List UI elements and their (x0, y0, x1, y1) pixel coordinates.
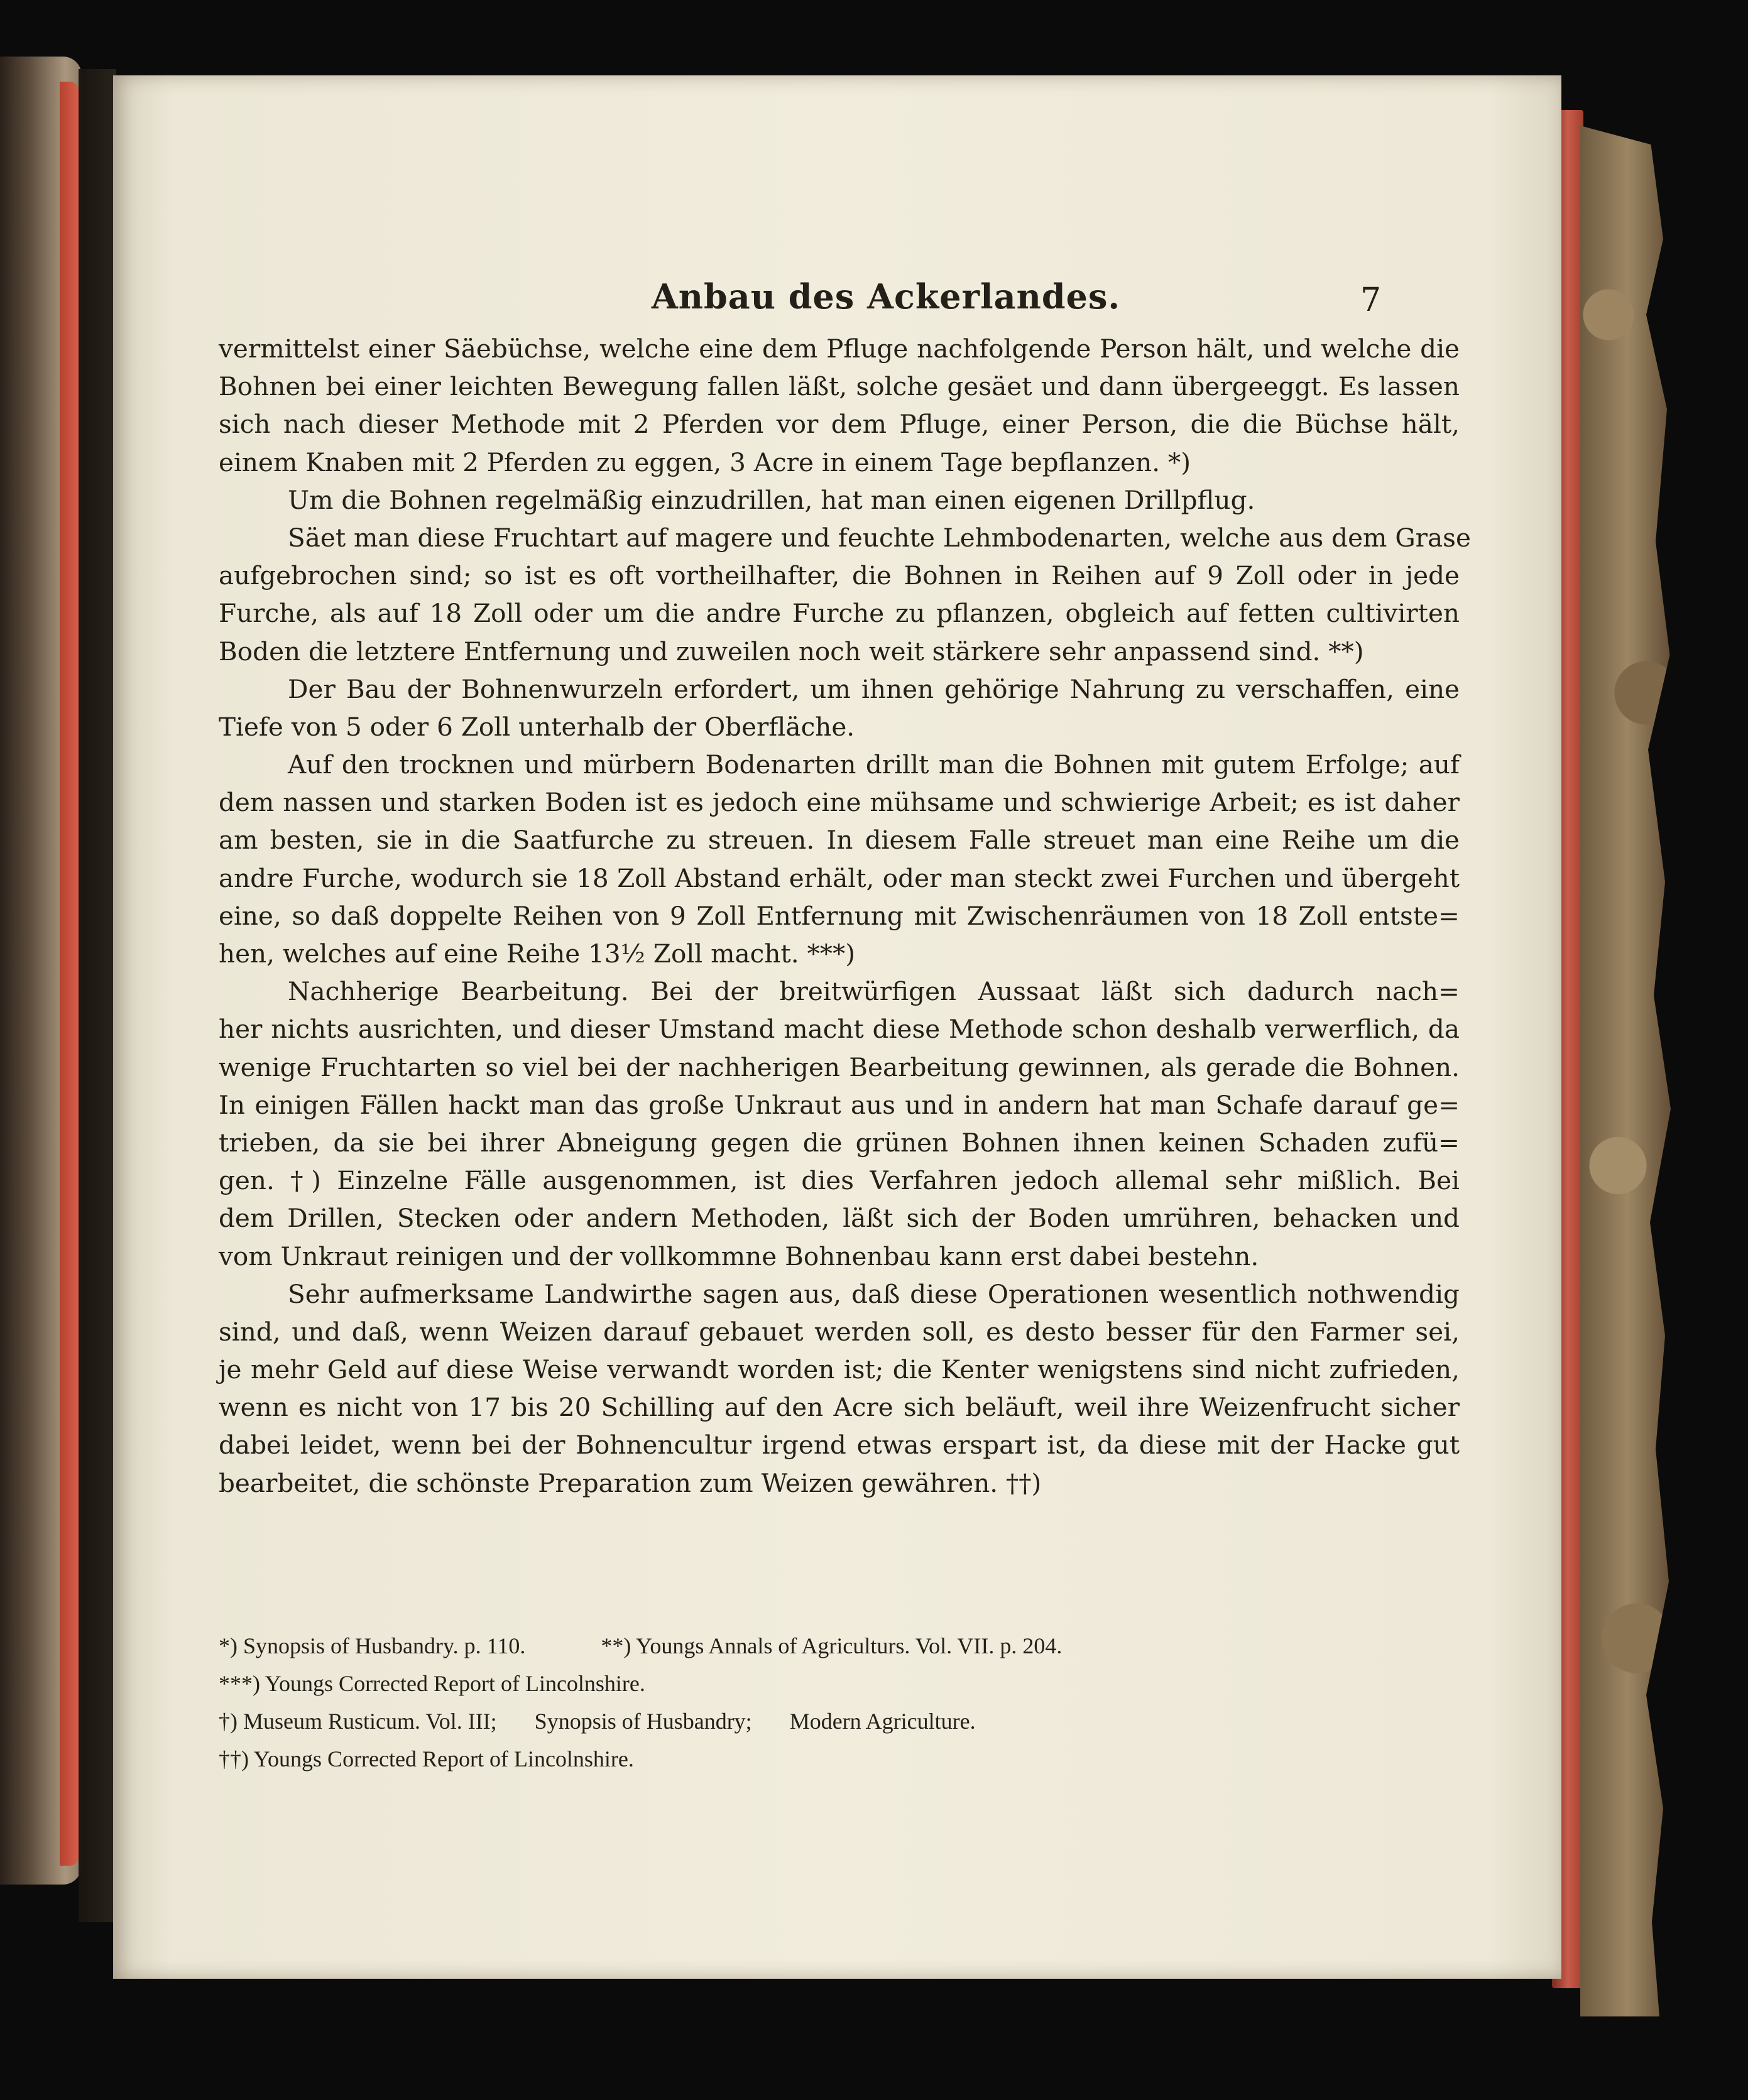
text-line: trieben, da sie bei ihrer Abneigung gegen die grünen Bohnen ihnen keinen Schaden zufü= (219, 1127, 1460, 1158)
text-line: andre Furche, wodurch sie 18 Zoll Abstand erhält, oder man steckt zwei Furchen und übergeht (219, 862, 1460, 893)
text-line: Furche, als auf 18 Zoll oder um die andre Furche zu pflanzen, obgleich auf fetten cultivirten (219, 598, 1460, 629)
footnote-row (219, 1627, 1460, 1665)
book-page (113, 75, 1561, 1979)
text-line: wenige Fruchtarten so viel bei der nachherigen Bearbeitung gewinnen, als gerade die Bohnen. (219, 1052, 1460, 1082)
footnotes (219, 1627, 1460, 1778)
footnote: ††) Youngs Corrected Report of Lincolnshire. (219, 1746, 634, 1771)
footnote: †) Museum Rusticum. Vol. III; (219, 1709, 497, 1734)
text-line: dabei leidet, wenn bei der Bohnencultur irgend etwas erspart ist, da diese mit der Hacke gut (219, 1430, 1460, 1461)
left-cover-edge (60, 82, 79, 1866)
frayed-cover-paper (1580, 126, 1674, 2016)
footnote-row (219, 1702, 1460, 1740)
text-line: Der Bau der Bohnenwurzeln erfordert, um ihnen gehörige Nahrung zu verschaffen, eine (288, 673, 1460, 704)
text-line: Tiefe von 5 oder 6 Zoll unterhalb der Oberfläche. (219, 711, 855, 742)
text-line: wenn es nicht von 17 bis 20 Schilling auf den Acre sich beläuft, weil ihre Weizenfrucht sicher (219, 1392, 1460, 1423)
footnote: **) Youngs Annals of Agriculturs. Vol. VII. p. 204. (601, 1633, 1062, 1658)
page-header (113, 270, 1561, 327)
text-line: Auf den trocknen und mürbern Bodenarten drillt man die Bohnen mit gutem Erfolge; auf (288, 749, 1460, 780)
text-line: sich nach dieser Methode mit 2 Pferden vor dem Pfluge, einer Person, die die Büchse hält, (219, 409, 1460, 440)
section-heading-line: Nachherige Bearbeitung. Bei der breitwürfigen Aussaat läßt sich dadurch nach= (288, 976, 1460, 1007)
text-line: sind, und daß, wenn Weizen darauf gebauet werden soll, es desto besser für den Farmer sei, (219, 1316, 1460, 1347)
text-line: Sehr aufmerksame Landwirthe sagen aus, daß diese Operationen wesentlich nothwendig (288, 1278, 1460, 1309)
text-line: aufgebrochen sind; so ist es oft vortheilhafter, die Bohnen in Reihen auf 9 Zoll oder in jede (219, 560, 1460, 591)
text-line: vom Unkraut reinigen und der vollkommne Bohnenbau kann erst dabei bestehn. (219, 1241, 1259, 1271)
body-text (219, 330, 1471, 1502)
text-line: vermittelst einer Säebüchse, welche eine dem Pfluge nachfolgende Person hält, und welche die (219, 334, 1460, 364)
text-line: bearbeitet, die schönste Preparation zum Weizen gewähren. ††) (219, 1467, 1042, 1498)
page-number: 7 (1360, 281, 1382, 319)
text-line: Säet man diese Fruchtart auf magere und feuchte Lehmbodenarten, welche aus dem Grase (288, 522, 1471, 553)
text-line: Um die Bohnen regelmäßig einzudrillen, hat man einen eigenen Drillpflug. (288, 484, 1255, 515)
footnote: *) Synopsis of Husbandry. p. 110. (219, 1633, 526, 1658)
footnote: Modern Agriculture. (789, 1709, 976, 1734)
text-line: In einigen Fällen hackt man das große Unkraut aus und in andern hat man Schafe darauf ge= (219, 1089, 1460, 1120)
footnote-row (219, 1665, 1460, 1702)
text-line: dem nassen und starken Boden ist es jedoch eine mühsame und schwierige Arbeit; es ist daher (219, 787, 1460, 818)
footnote: ***) Youngs Corrected Report of Lincolnshire. (219, 1671, 645, 1696)
text-line: Boden die letztere Entfernung und zuweilen noch weit stärkere sehr anpassend sind. **) (219, 636, 1364, 666)
footnote-row (219, 1740, 1460, 1778)
text-line: dem Drillen, Stecken oder andern Methoden, läßt sich der Boden umrühren, behacken und (219, 1203, 1460, 1234)
text-line: am besten, sie in die Saatfurche zu streuen. In diesem Falle streuet man eine Reihe um die (219, 825, 1460, 856)
text-line: eine, so daß doppelte Reihen von 9 Zoll Entfernung mit Zwischenräumen von 18 Zoll entste= (219, 900, 1460, 931)
text-line: je mehr Geld auf diese Weise verwandt worden ist; die Kenter wenigstens sind nicht zufrieden, (219, 1354, 1460, 1385)
book-gutter (79, 69, 116, 1922)
text-line: Bohnen bei einer leichten Bewegung fallen läßt, solche gesäet und dann übergeeggt. Es lassen (219, 371, 1460, 402)
text-line: einem Knaben mit 2 Pferden zu eggen, 3 Acre in einem Tage bepflanzen. *) (219, 447, 1191, 477)
text-line: hen, welches auf eine Reihe 13½ Zoll macht. ***) (219, 938, 855, 969)
text-line: gen. †) Einzelne Fälle ausgenommen, ist dies Verfahren jedoch allemal sehr mißlich. Bei (219, 1165, 1460, 1196)
text-line: her nichts ausrichten, und dieser Umstand macht diese Methode schon deshalb verwerflich, da (219, 1014, 1460, 1045)
running-title: Anbau des Ackerlandes. (651, 276, 1121, 317)
footnote: Synopsis of Husbandry; (534, 1709, 752, 1734)
